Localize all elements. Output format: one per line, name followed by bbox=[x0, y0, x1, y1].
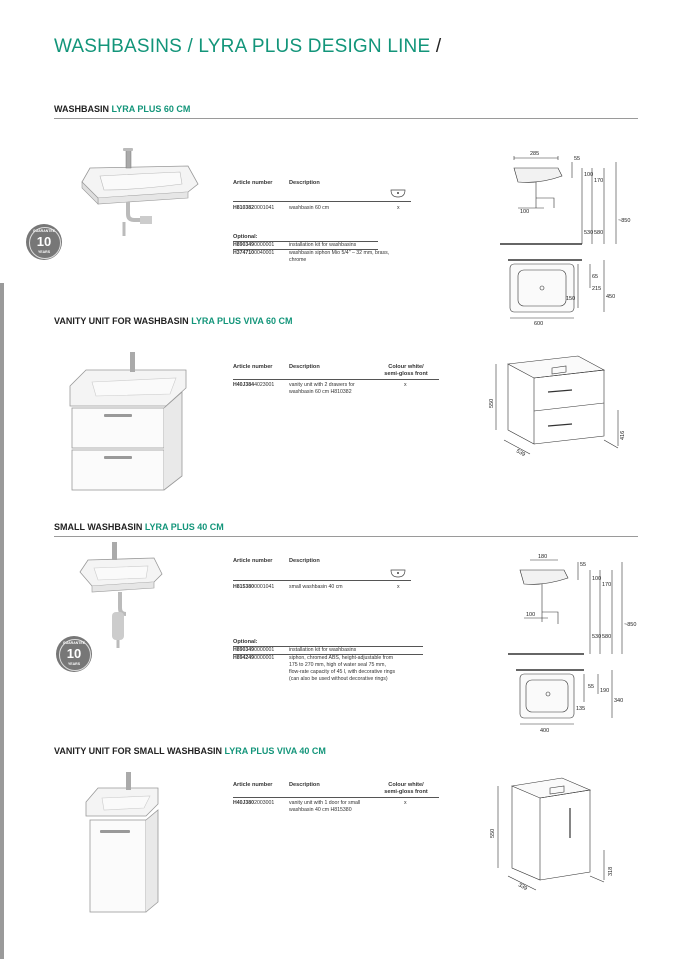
dim-850: ~850 bbox=[624, 622, 637, 628]
washbasin-symbol-icon bbox=[390, 188, 406, 198]
dim-530: 530 bbox=[584, 230, 594, 236]
badge-number: 10 bbox=[36, 234, 52, 249]
badge-top-text: GUARANTEE bbox=[62, 641, 86, 645]
technical-drawing-washbasin-60 bbox=[500, 148, 638, 328]
header-description: Description bbox=[289, 558, 320, 564]
header-colour-line1: Colour white/ bbox=[388, 364, 424, 370]
small-washbasin-40-image bbox=[76, 540, 166, 650]
optional-row-article: H8942490000001 bbox=[233, 655, 275, 661]
dim-100-side: 100 bbox=[520, 209, 530, 215]
dim-65: 65 bbox=[592, 274, 599, 280]
section-rule bbox=[54, 118, 638, 119]
row-article: H8153800001041 bbox=[233, 584, 275, 590]
dim-190: 190 bbox=[600, 688, 610, 694]
row-description-line: vanity unit with 2 drawers for bbox=[289, 382, 355, 388]
dim-850: ~850 bbox=[618, 218, 631, 224]
optional-row-description-line: (can also be used without decorative rings) bbox=[289, 676, 388, 682]
badge-number: 10 bbox=[66, 646, 82, 661]
dim-55-plan: 55 bbox=[588, 684, 595, 690]
optional-row-description: installation kit for washbasins bbox=[289, 647, 357, 653]
technical-drawing-vanity-40 bbox=[484, 772, 614, 896]
row-mark: x bbox=[397, 205, 400, 211]
optional-row-description-line: siphon, chromed ABS, height-adjustable from bbox=[289, 655, 394, 661]
optional-row-article: H3747100040001 bbox=[233, 250, 275, 256]
header-description: Description bbox=[289, 180, 320, 186]
optional-row-article: H8903490000001 bbox=[233, 647, 275, 653]
guarantee-badge bbox=[56, 636, 92, 672]
dim-580: 580 bbox=[602, 634, 612, 640]
dim-530: 530 bbox=[592, 634, 602, 640]
technical-drawing-vanity-60 bbox=[486, 350, 626, 460]
row-mark: x bbox=[397, 584, 400, 590]
dim-180: 180 bbox=[538, 554, 548, 560]
badge-bottom-text: YEARS bbox=[67, 662, 81, 666]
optional-row-description-line: flow-rate capacity of 45 l, with decorative rings bbox=[289, 669, 396, 675]
dim-100-top: 100 bbox=[592, 576, 602, 582]
section-title-prefix: SMALL WASHBASIN bbox=[54, 522, 143, 532]
washbasin-60-image bbox=[76, 140, 206, 240]
section-title-vanity-40 bbox=[54, 746, 326, 756]
dim-55: 55 bbox=[574, 156, 581, 162]
dim-150: 150 bbox=[566, 296, 576, 302]
vanity-unit-40-image bbox=[82, 768, 162, 918]
dim-550: 550 bbox=[490, 828, 496, 838]
header-description: Description bbox=[289, 364, 320, 370]
header-colour-line1: Colour white/ bbox=[388, 782, 424, 788]
header-article-number: Article number bbox=[233, 782, 273, 788]
row-description-line: washbasin 60 cm H810382 bbox=[289, 389, 352, 395]
badge-bottom-text: YEARS bbox=[37, 250, 51, 254]
page-title-slash: / bbox=[435, 36, 442, 57]
dim-170: 170 bbox=[602, 582, 612, 588]
optional-row-description-line: chrome bbox=[289, 257, 307, 263]
optional-row-description-line: washbasin siphon Mio 5/4" – 32 mm, brass, bbox=[289, 250, 390, 256]
row-description-line: vanity unit with 1 door for small bbox=[289, 800, 361, 806]
row-mark: x bbox=[404, 800, 407, 806]
section-title-vanity-60 bbox=[54, 316, 293, 326]
technical-drawing-small-washbasin-40 bbox=[508, 552, 638, 742]
dim-100-side: 100 bbox=[526, 612, 536, 618]
section-title-prefix: WASHBASIN bbox=[54, 104, 110, 114]
header-article-number: Article number bbox=[233, 180, 273, 186]
dim-318: 318 bbox=[608, 866, 614, 876]
dim-100-top: 100 bbox=[584, 172, 594, 178]
header-colour-line2: semi-gloss front bbox=[384, 789, 428, 795]
dim-339: 339 bbox=[517, 882, 528, 893]
badge-top-text: GUARANTEE bbox=[32, 229, 56, 233]
row-article: H8103820001041 bbox=[233, 205, 275, 211]
row-article: H40J3844023001 bbox=[233, 382, 275, 388]
header-article-number: Article number bbox=[233, 558, 273, 564]
optional-label: Optional: bbox=[233, 234, 258, 240]
dim-600: 600 bbox=[534, 321, 544, 327]
dim-170: 170 bbox=[594, 178, 604, 184]
header-article-number: Article number bbox=[233, 364, 273, 370]
dim-285: 285 bbox=[530, 151, 540, 157]
section-title-accent: LYRA PLUS VIVA 40 CM bbox=[224, 746, 326, 756]
section-title-accent: LYRA PLUS VIVA 60 CM bbox=[191, 316, 293, 326]
section-title-prefix: VANITY UNIT FOR SMALL WASHBASIN bbox=[54, 746, 223, 756]
optional-row-article: H8903490000001 bbox=[233, 242, 275, 248]
dim-450: 450 bbox=[606, 294, 616, 300]
dim-580: 580 bbox=[594, 230, 604, 236]
washbasin-symbol-icon bbox=[390, 568, 406, 578]
dim-416: 416 bbox=[620, 430, 626, 440]
dim-215: 215 bbox=[592, 286, 602, 292]
header-colour-line2: semi-gloss front bbox=[384, 371, 428, 377]
dim-135: 135 bbox=[576, 706, 586, 712]
left-edge-bar bbox=[0, 283, 4, 959]
section-title-accent: LYRA PLUS 40 CM bbox=[144, 522, 224, 532]
guarantee-badge bbox=[26, 224, 62, 260]
section-rule bbox=[54, 536, 638, 537]
header-description: Description bbox=[289, 782, 320, 788]
row-mark: x bbox=[404, 382, 407, 388]
dim-55: 55 bbox=[580, 562, 587, 568]
dim-539: 539 bbox=[515, 448, 526, 459]
section-title-washbasin-60 bbox=[54, 104, 190, 114]
dim-550: 550 bbox=[489, 398, 495, 408]
optional-label: Optional: bbox=[233, 639, 258, 645]
row-article: H40J3802003001 bbox=[233, 800, 275, 806]
section-title-prefix: VANITY UNIT FOR WASHBASIN bbox=[54, 316, 189, 326]
row-description-line: washbasin 40 cm H815380 bbox=[289, 807, 352, 813]
row-description: small washbasin 40 cm bbox=[289, 584, 343, 590]
section-title-small-washbasin-40 bbox=[54, 522, 224, 532]
section-title-accent: LYRA PLUS 60 CM bbox=[111, 104, 191, 114]
page-title bbox=[54, 36, 441, 58]
row-description: washbasin 60 cm bbox=[289, 205, 330, 211]
vanity-unit-60-image bbox=[66, 348, 190, 494]
dim-400: 400 bbox=[540, 728, 550, 734]
optional-row-description: installation kit for washbasins bbox=[289, 242, 357, 248]
page-title-main: WASHBASINS / LYRA PLUS DESIGN LINE bbox=[54, 36, 431, 57]
optional-row-description-line: 175 to 270 mm, high of water seal 75 mm, bbox=[289, 662, 386, 668]
dim-340: 340 bbox=[614, 698, 624, 704]
